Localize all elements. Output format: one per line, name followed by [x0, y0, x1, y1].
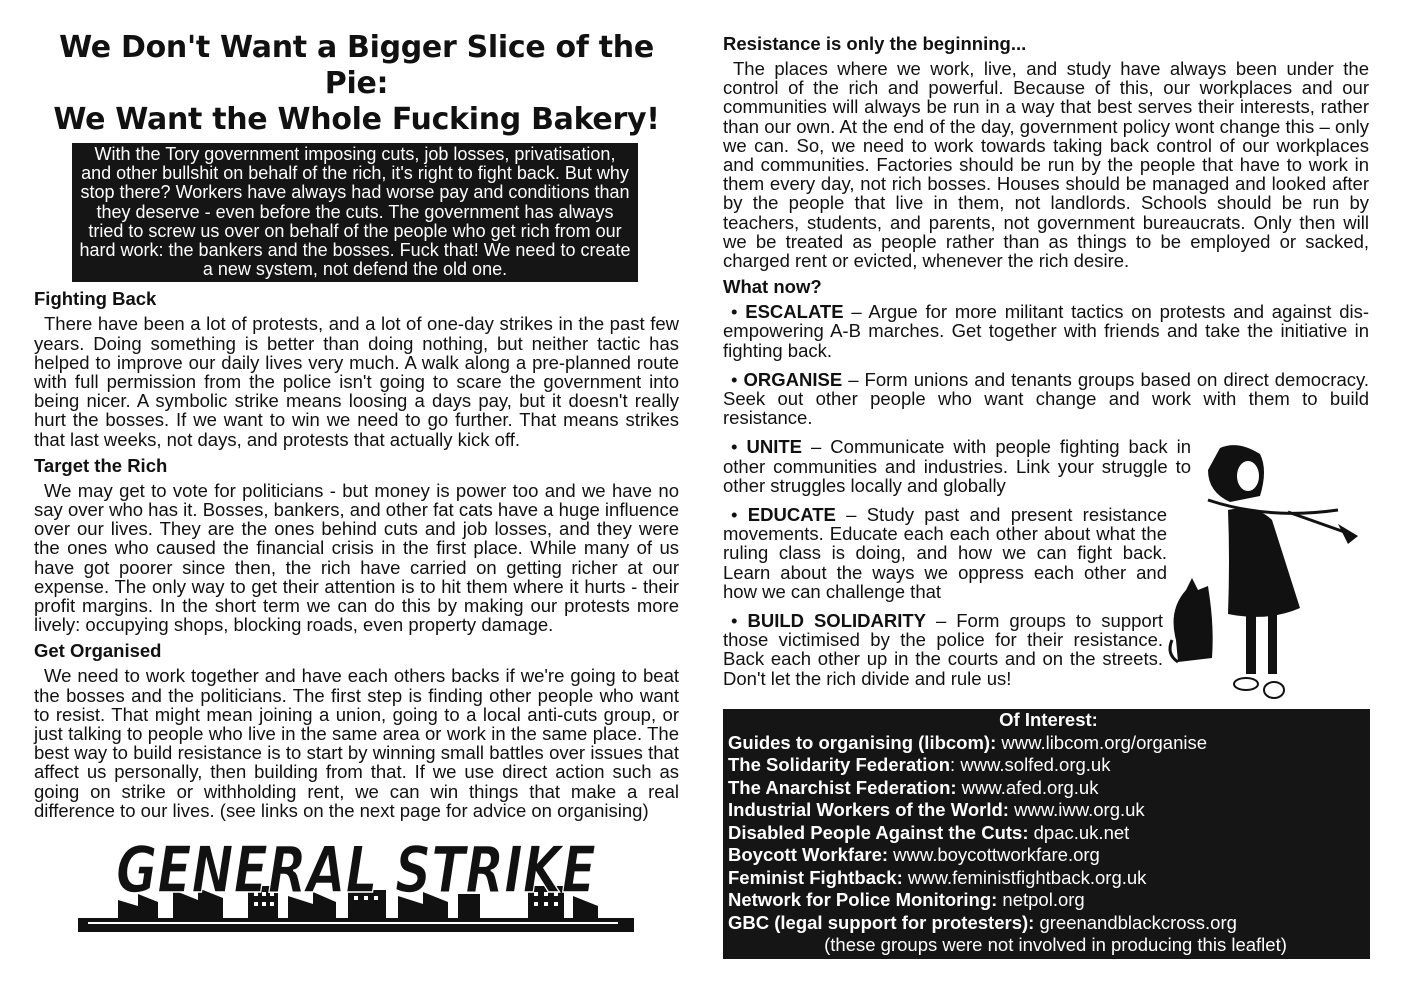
- link-org-name: Guides to organising (libcom):: [728, 731, 997, 753]
- section-heading-what-now: What now?: [723, 276, 822, 298]
- bullet-text: – Form unions and tenants groups based on direct democracy. Seek out other people who want change and work with them to build resistance.: [723, 368, 1369, 429]
- link-url[interactable]: www.iww.org.uk: [1008, 799, 1145, 820]
- bullet-dot: •: [731, 301, 738, 323]
- link-org-name: GBC (legal support for protesters):: [728, 911, 1035, 933]
- section-text-target-the-rich: We may get to vote for politicians - but money is power too and we have no say over who has it. Bosses, bankers, and other fat cats have a huge influence over our lives. They are the ones behind cuts and job losses, and they were the ones who caused the financial crisis in the first place. While many of us have got poorer since then, the rich have carried on getting richer at our expense. The only way to get their attention is to hit them where it hurts - their profit margins. In the short term we can do this by making our protests more lively: occupying shops, blocking roads, even property damage.: [34, 479, 679, 636]
- link-url[interactable]: netpol.org: [997, 889, 1085, 910]
- section-heading-target-the-rich: Target the Rich: [34, 454, 168, 476]
- bullet-label: BUILD SOLIDARITY: [747, 610, 926, 632]
- bullet-educate: [723, 505, 1167, 601]
- link-row: [728, 754, 1365, 777]
- bullet-label: UNITE: [746, 436, 802, 458]
- link-row: [728, 867, 1365, 890]
- intro-box: With the Tory government imposing cuts, job losses, privatisation, and other bullshit on behalf of the rich, it's right to fight back. But why stop there? Workers have always had worse pay and conditions than they deserve - even before the cuts. The government has always tried to screw us over on behalf of the people who get rich from our hard work: the bankers and the bosses. Fuck that! We need to create a new system, not defend the old one.: [72, 143, 638, 282]
- link-url[interactable]: greenandblackcross.org: [1034, 911, 1237, 933]
- bullet-unite: [723, 437, 1191, 495]
- section-heading-get-organised: Get Organised: [34, 640, 162, 662]
- title-line-2: We Want the Whole Fucking Bakery!: [53, 102, 660, 137]
- bullet-build-solidarity: [723, 611, 1163, 688]
- bullet-text: – Study past and present resistance movements. Educate each each other about what the ruling class is doing, and how we can fight back. Learn about the ways we oppress each other and how we can challenge that: [723, 504, 1168, 602]
- title-line-1: We Don't Want a Bigger Slice of the Pie:: [59, 30, 654, 101]
- bullet-dot: •: [731, 368, 738, 390]
- section-text-get-organised: We need to work together and have each others backs if we're going to beat the bosses and the politicians. The first step is finding other people who want to resist. That might mean joining a union, going to a local anti-cuts group, or just talking to people who live in the same area or work in the same place. The best way to build resistance is to start by winning small battles over issues that affect us personally, then building from that. If we use direct action such as going on strike or withholding rent, we can win things that make a real difference to our lives. (see links on the next page for advice on organising): [34, 665, 679, 821]
- link-url[interactable]: www.libcom.org/organise: [996, 731, 1208, 753]
- link-row: [728, 844, 1365, 867]
- link-org-name: The Anarchist Federation:: [728, 776, 957, 798]
- link-url[interactable]: www.afed.org.uk: [956, 776, 1099, 798]
- section-heading-fighting-back: Fighting Back: [34, 288, 157, 310]
- bullet-text: – Form groups to support those victimised by the police for their resistance. Back each other up in the courts and on the streets. Don't let the rich divide and rule us!: [723, 610, 1164, 689]
- left-column: [34, 30, 679, 934]
- link-url[interactable]: : www.solfed.org.uk: [950, 754, 1111, 775]
- bullet-label: ORGANISE: [743, 368, 843, 390]
- girl-with-slingshot-illustration: [1168, 440, 1363, 712]
- of-interest-box: [723, 709, 1370, 959]
- link-org-name: Feminist Fightback:: [728, 866, 903, 888]
- link-row: [728, 912, 1365, 935]
- link-url[interactable]: www.feministfightback.org.uk: [902, 866, 1147, 888]
- link-org-name: Network for Police Monitoring:: [728, 889, 998, 910]
- bullet-text: – Argue for more militant tactics on protests and against dis-empowering A-B marches. Get together with friends and take the initiative in fighting back.: [723, 301, 1370, 361]
- link-row: [728, 777, 1365, 800]
- link-row: [728, 822, 1365, 845]
- general-strike-logo-text: GENERAL STRIKE: [116, 834, 596, 909]
- link-row: [728, 732, 1365, 755]
- section-heading-resistance: Resistance is only the beginning...: [723, 33, 1027, 54]
- link-url[interactable]: dpac.uk.net: [1028, 821, 1130, 843]
- link-org-name: The Solidarity Federation: [728, 754, 951, 775]
- link-org-name: Disabled People Against the Cuts:: [728, 821, 1029, 843]
- link-org-name: Industrial Workers of the World:: [728, 799, 1009, 820]
- bullet-dot: •: [731, 504, 738, 526]
- page-title: [34, 30, 679, 138]
- bullet-label: EDUCATE: [747, 504, 836, 526]
- bullet-text: – Communicate with people fighting back in other communities and industries. Link your struggle to other struggles locally and globally: [723, 436, 1192, 496]
- section-text-resistance: The places where we work, live, and study have always been under the control of the rich and powerful. Because of this, our workplaces and our communities will always be run in a way that best serves their interests, rather than our own. At the end of the day, government policy wont change this – only we can. So, we need to work towards taking back control of our workplaces and communities. Factories should be run by the people that have to work in them every day, not rich bosses. Houses should be managed and looked after by the people that live in them, not landlords. Schools should be run by teachers, students, and parents, not government bureaucrats. Only then will we be treated as people rather than as things to be employed or sacked, charged rent or evicted, whenever the rich desire.: [723, 58, 1369, 272]
- bullet-dot: •: [731, 610, 738, 632]
- link-row: [728, 799, 1365, 822]
- link-url[interactable]: www.boycottworkfare.org: [888, 844, 1100, 865]
- section-text-fighting-back: There have been a lot of protests, and a lot of one-day strikes in the past few years. Doing something is better than doing nothing, but neither tactic has helped to improve our daily lives very much. A walk along a pre-planned route with full permission from the police isn't going to scare the government into being nicer. A symbolic strike means loosing a days pay, but it doesn't really hurt the bosses. If we want to win we need to go further. That means strikes that last weeks, not days, and protests that actually kick off.: [34, 313, 679, 450]
- link-org-name: Boycott Workfare:: [728, 844, 889, 865]
- general-strike-logo: [78, 830, 638, 934]
- bullet-dot: •: [731, 436, 738, 458]
- link-row: [728, 889, 1365, 912]
- bullet-escalate: [723, 302, 1369, 360]
- bullet-organise: [723, 370, 1369, 428]
- bullet-label: ESCALATE: [745, 301, 844, 323]
- of-interest-heading: Of Interest:: [999, 709, 1098, 730]
- disclaimer-note: (these groups were not involved in producing this leaflet): [824, 934, 1287, 955]
